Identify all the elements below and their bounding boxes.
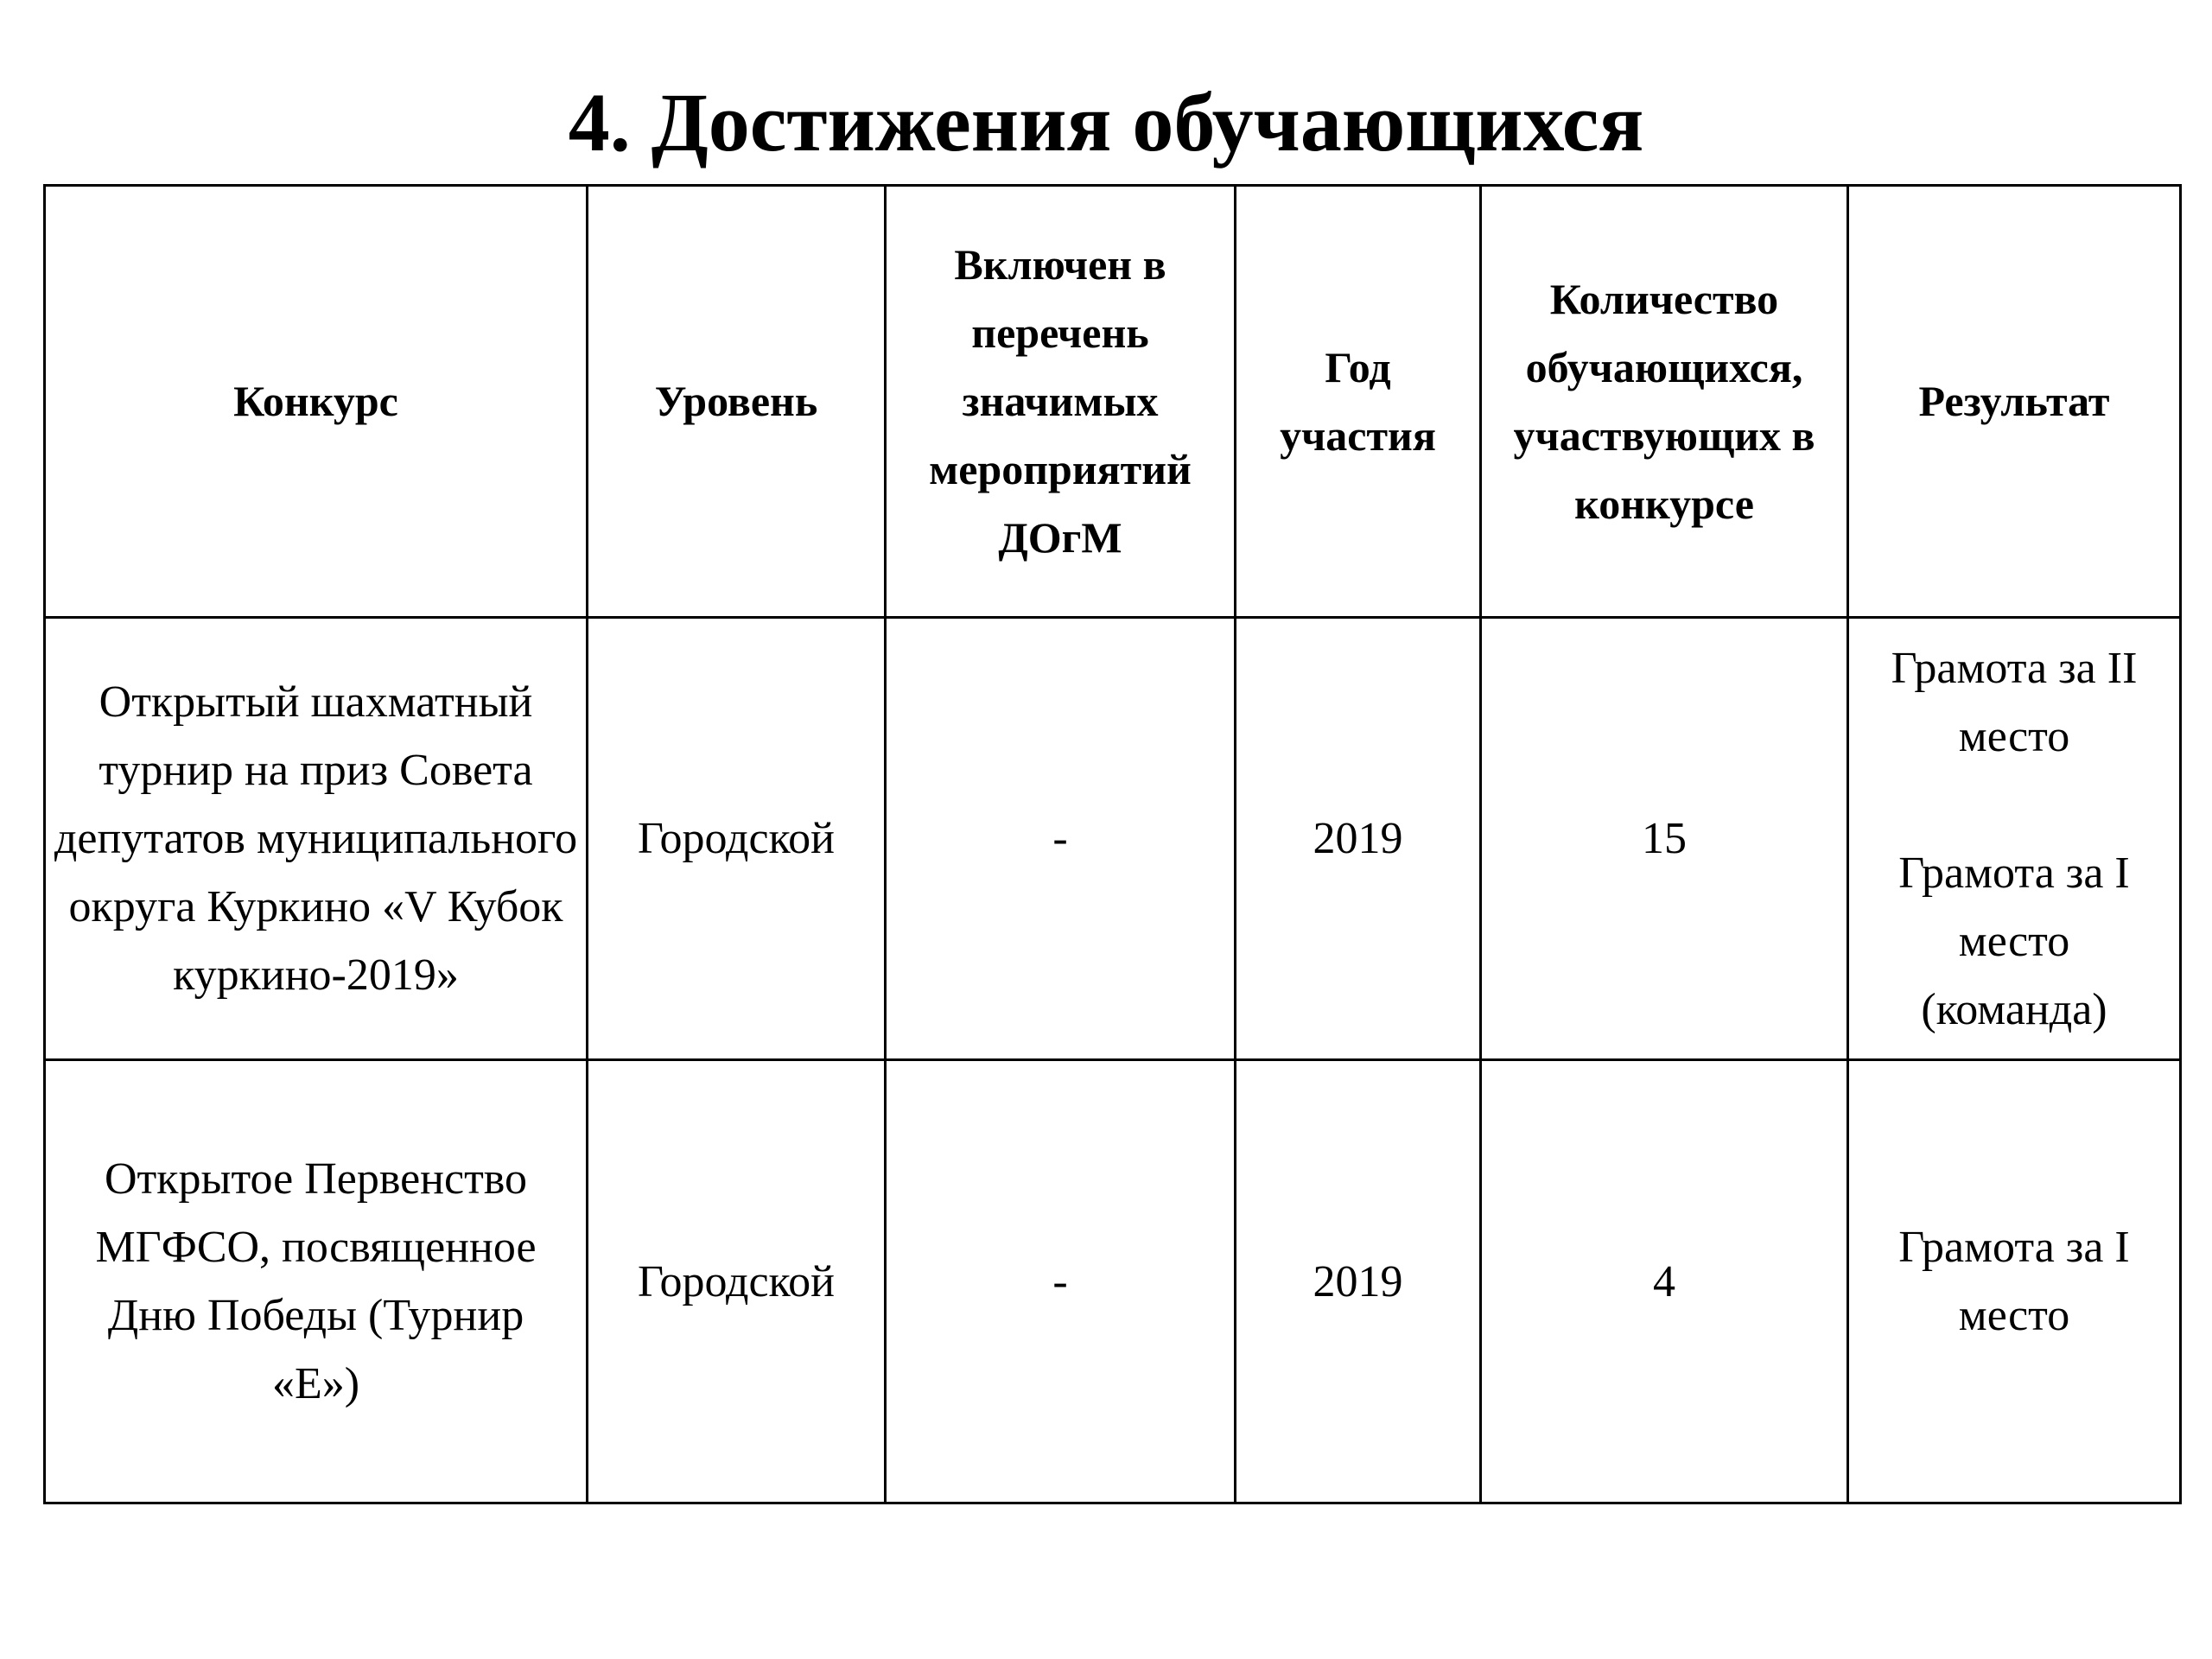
cell-result (1848, 618, 2181, 1060)
achievements-table-container (43, 184, 2182, 1504)
result-line: Грамота за I место (1898, 1223, 2130, 1340)
cell-count: 15 (1481, 618, 1848, 1060)
table-header-row (45, 186, 2181, 618)
cell-level: Городской (588, 1060, 886, 1503)
header-count: Количество обучающихся, участвующих в конкурсе (1481, 186, 1848, 618)
cell-result (1848, 1060, 2181, 1503)
cell-contest: Открытый шахматный турнир на приз Совета депутатов муниципального округа Куркино «V Кубок куркино-2019» (45, 618, 588, 1060)
cell-year: 2019 (1236, 1060, 1481, 1503)
header-level: Уровень (588, 186, 886, 618)
result-line: Грамота за II место (1891, 643, 2138, 761)
cell-included: - (886, 618, 1236, 1060)
header-included: Включен в перечень значимых мероприятий ДОгМ (886, 186, 1236, 618)
table-row (45, 1060, 2181, 1503)
cell-level: Городской (588, 618, 886, 1060)
header-year: Год участия (1236, 186, 1481, 618)
header-contest: Конкурс (45, 186, 588, 618)
achievements-table (43, 184, 2182, 1504)
result-spacer (1884, 771, 2145, 839)
table-row (45, 618, 2181, 1060)
header-result: Результат (1848, 186, 2181, 618)
cell-count: 4 (1481, 1060, 1848, 1503)
cell-year: 2019 (1236, 618, 1481, 1060)
cell-contest: Открытое Первенство МГФСО, посвященное Дню Победы (Турнир «Е») (45, 1060, 588, 1503)
cell-included: - (886, 1060, 1236, 1503)
result-line: Грамота за I место (команда) (1898, 848, 2130, 1034)
page-title: 4. Достижения обучающихся (568, 76, 1644, 168)
